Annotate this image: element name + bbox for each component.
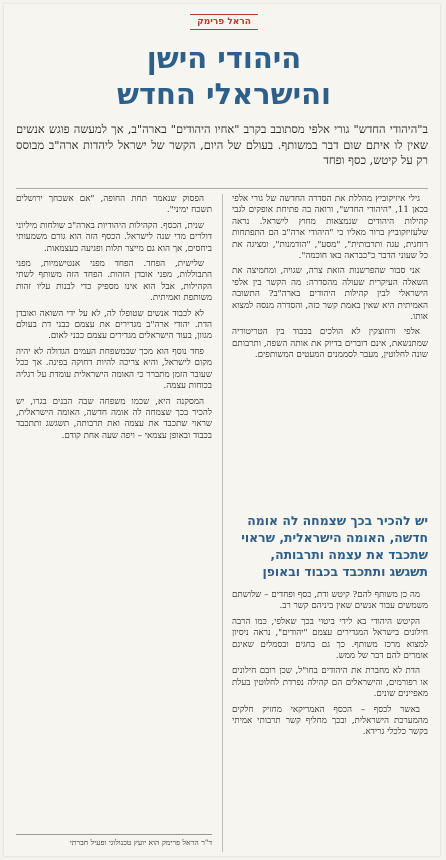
paragraph: פחד נוסף הוא מכך שבמשפחת העמים הגדולה לא יהיה מקום לישראל, והיא צריכה להיות דחוקה בפינה. אך ככל שעובר הזמן מתברר כי האומה הישראלית עומדת על רגליה בכוחות עצמה. (16, 346, 212, 392)
author-byline: הראל פרימק (190, 14, 258, 30)
pull-quote: יש להכיר בכך שצמחה לה אומה חדשה, האומה הישראלית, שראוי שתכבד את עצמה ותרבותה, תשגשג ותתכבד בכבוד ובאופן (241, 513, 428, 579)
body-column-right-bottom (232, 590, 428, 854)
author-footnote: ד"ר הראל פרימק הוא יועץ טכנולוגי ופעיל חברתי (16, 834, 212, 848)
body-column-left (16, 194, 212, 814)
paragraph: הדת לא מחברת את היהודים בחו"ל, שכן רובם חילונים או רפורמים, והישראלים הם קהילה נפרדת לחלוטין בעלת מאפיינים שונים. (232, 666, 428, 700)
article-subtitle: ב"היהודי החדש" גורי אלפי מסתובב בקרב "אחיו היהודים" בארה"ב, אך למעשה פוגש אנשים שאין לו איתם שום דבר במשותף. בעולם של היום, הקשר של ישראל ליהדות ארה"ב מבוסס רק על קיטש, כסף ופחד (16, 122, 428, 167)
paragraph: גילי איזיקוביץ מהללת את הסדרה החדשה של גורי אלפי בכאן 11, "היהודי החדש", ורואה בה פתיחת אופקים לגבי קהילות היהודים שנמצאות מחוץ לישראל. נראה שלעזיזקוביץ ברור מאליו כי "היהודי ארה"ב הם התפתחות רוחנית, עגה ותרבותית", "מסע", "הזדמנות", ומציגה את כל שעוני הדבר כ"כבראה באו חוכמה". (232, 194, 428, 262)
column-divider (222, 194, 223, 852)
headline-line-1: היהודי הישן (146, 41, 302, 75)
paragraph: באשר לכסף – הכסף האמריקאי מחזיק חלקים מהמערכת הישראלית, ובכך מחליף קשר תרבותי אמיתי בקשר כלכלי גרידא. (232, 704, 428, 738)
body-column-right (232, 194, 428, 508)
paragraph: שנית, הכסף. הקהילות היהודיות בארה"ב שולחות מיליוני דולרים מדי שנה לישראל. הכסף הזה הוא גורם משמעותי ביחסים, אך הוא גם מייצר תלות ופגיעה בעצמאות. (16, 220, 212, 254)
paragraph: לא לכבוד אנשים שטופלו לה, לא על ידי השואה ואובדן הדת. יהודי ארה"ב מגדירים את עצמם כבני דת בעולם מגוון, בעוד הישראלים מגדירים עצמם כבני לאום. (16, 308, 212, 342)
newspaper-page (4, 4, 440, 856)
divider (16, 188, 428, 189)
headline-line-2: והישראלי החדש (116, 77, 332, 111)
paragraph: אלפי ורוזוצקין לא הולכים בכבוד בין הטריטוריה שמתנשאת, אינם דוברים בדיוק את אותה השפה, ותרבותם שונה לחלוטין, מעבר לסממנים המעטים המשותפים. (232, 327, 428, 361)
paragraph: הקיטש היהודי בא לידי ביטוי בכך שאלפי, כמו הרבה חילונים בישראל המגדירים עצמם "יהודים", נראה ניסיון למצוא מרכז משותף. כך גם בחגים ובסמלים שאינם אומרים להם דבר של ממש. (232, 616, 428, 662)
article-headline (54, 40, 394, 112)
paragraph: הפסוק שנאמר תחת החופה, "אם אשכחך ירושלים תשכח ימיני". (16, 194, 212, 216)
paragraph: אני סבור שהפרשנות הזאת צרה, שגויה, ומחמיצה את השאלה העיקרית שעולה מהסדרה: מה הקשר בין אלפי הישראלי לבין קהילות היהודים בארה"ב? התשובה האמיתית היא שאין באמת קשר כזה, והסדרה מנסה למצוא אותו. (232, 266, 428, 323)
paragraph: שלישית, הפחד. הפחד מפני אנטישמיות, מפני התבוללות, מפני אובדן הזהות. הפחד הזה משותף לשתי הקהילות, אבל הוא אינו מספיק כדי לבנות עליו זהות משותפת ואמיתית. (16, 259, 212, 304)
paragraph: המסקנה היא, שכמו משפחה שבה הבנים בגרו, יש להכיר בכך שצמחה לה אומה חדשה, האומה הישראלית, שראוי שתכבד את עצמה ואת תרבותה, תשגשג ותתכבד בכבוד ובאופן עצמאי – ויפה שעה אחת קודם. (16, 396, 212, 441)
paragraph: מה כן משותף להם? קיטש ודת, כסף ופחדים – שלושתם משמשים עבור אנשים שאין ביניהם קשר רב. (232, 590, 428, 612)
